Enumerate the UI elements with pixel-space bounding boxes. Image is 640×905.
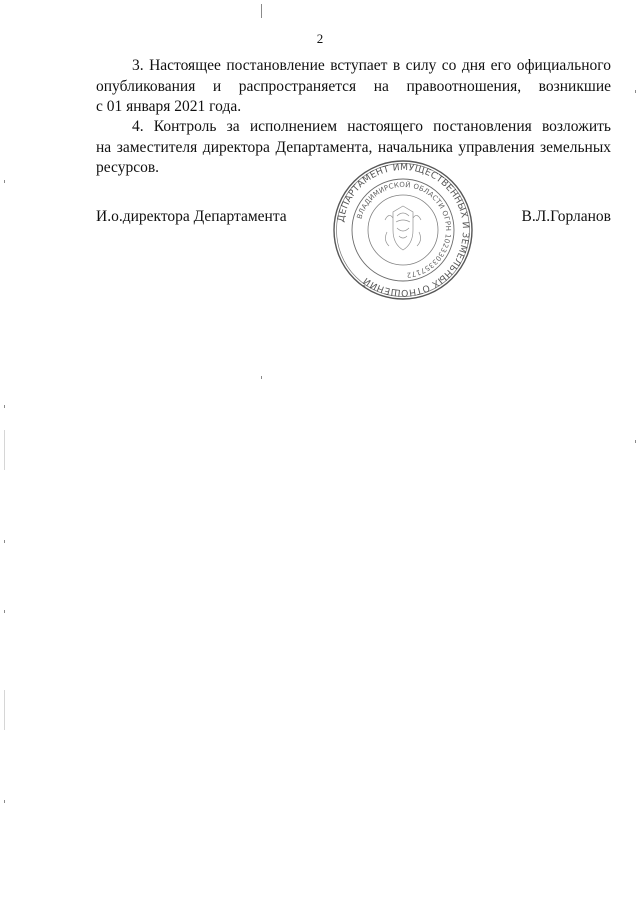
paragraph-3-line-3: с 01 января 2021 года. bbox=[96, 98, 242, 115]
official-stamp bbox=[323, 160, 483, 300]
scan-mark bbox=[4, 610, 5, 613]
scan-mark bbox=[4, 180, 5, 183]
paragraph-4-line-2: на заместителя директора Департамента, начальника управления земельных bbox=[96, 138, 611, 156]
scan-mark bbox=[4, 690, 5, 730]
signer-position: И.о.директора Департамента bbox=[96, 208, 287, 225]
scan-mark bbox=[4, 430, 5, 470]
stamp-outer-text: ДЕПАРТАМЕНТ ИМУЩЕСТВЕННЫХ И ЗЕМЕЛЬНЫХ ОТНОШЕНИЙ bbox=[335, 161, 472, 299]
stamp-middle-ring bbox=[352, 179, 454, 281]
page-number: 2 bbox=[316, 31, 324, 46]
stamp-inner-text: ВЛАДИМИРСКОЙ ОБЛАСТИ ОГРН 1023303357172 bbox=[355, 180, 453, 279]
paragraph-3 bbox=[96, 56, 611, 118]
scan-mark bbox=[4, 540, 5, 543]
scan-mark bbox=[261, 4, 262, 18]
scan-mark bbox=[635, 440, 636, 443]
scan-mark bbox=[635, 90, 636, 93]
scan-mark bbox=[4, 800, 5, 803]
paragraph-3-line-1: 3. Настоящее постановление вступает в силу со дня его официального bbox=[132, 57, 611, 74]
paragraph-3-line-2: опубликования и распространяется на правоотношения, возникшие bbox=[96, 77, 611, 95]
stamp-emblem bbox=[385, 206, 421, 250]
paragraph-4-line-1: 4. Контроль за исполнением настоящего постановления возложить bbox=[132, 118, 611, 135]
paragraph-4-line-3: ресурсов. bbox=[96, 159, 160, 176]
scan-mark bbox=[4, 405, 5, 408]
signer-name: В.Л.Горланов bbox=[521, 208, 611, 225]
stamp-inner-ring bbox=[368, 195, 438, 265]
scan-mark bbox=[261, 376, 262, 379]
